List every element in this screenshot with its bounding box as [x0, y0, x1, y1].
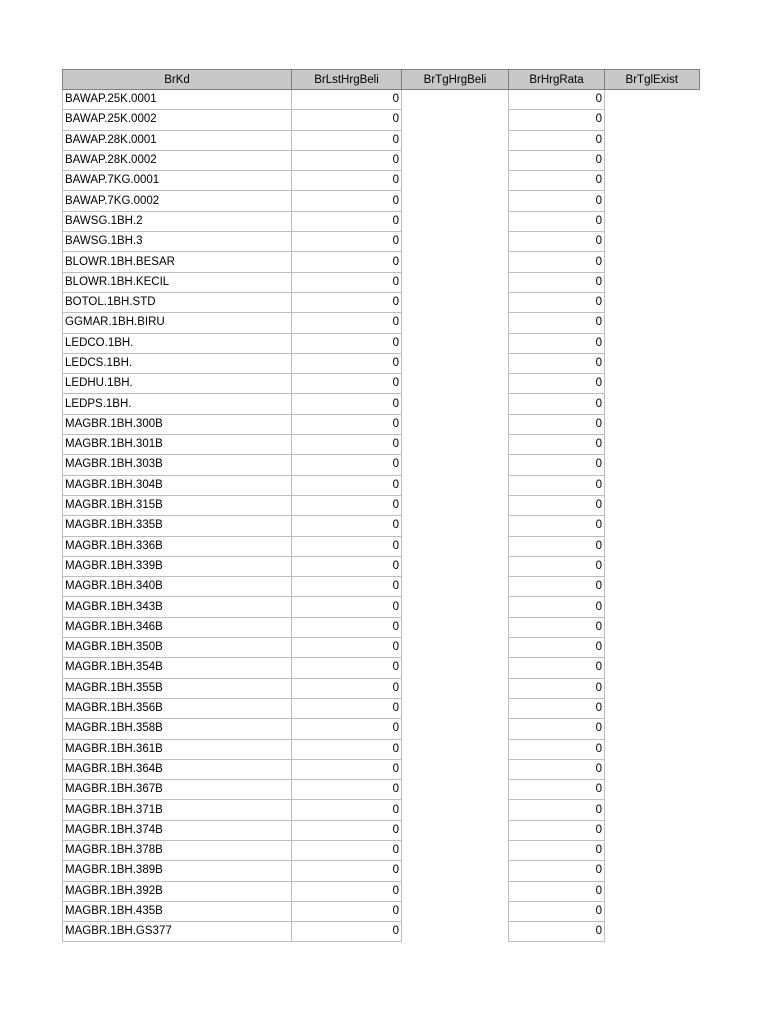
cell-brhrgrata: 0 [509, 536, 605, 556]
cell-brkd: BAWAP.7KG.0001 [63, 171, 292, 191]
cell-brtglexist [605, 110, 700, 130]
cell-brlsthrgbeli: 0 [292, 313, 402, 333]
cell-brtghrgbeli [402, 901, 509, 921]
cell-brlsthrgbeli: 0 [292, 840, 402, 860]
table-row [63, 374, 700, 394]
header-brlsthrgbeli: BrLstHrgBeli [292, 70, 402, 90]
header-brtglexist: BrTglExist [605, 70, 700, 90]
cell-brhrgrata: 0 [509, 374, 605, 394]
cell-brkd: LEDHU.1BH. [63, 374, 292, 394]
cell-brkd: LEDPS.1BH. [63, 394, 292, 414]
cell-brtghrgbeli [402, 191, 509, 211]
table-row [63, 719, 700, 739]
table-row [63, 90, 700, 110]
cell-brtghrgbeli [402, 495, 509, 515]
cell-brlsthrgbeli: 0 [292, 130, 402, 150]
cell-brhrgrata: 0 [509, 719, 605, 739]
cell-brtglexist [605, 638, 700, 658]
cell-brkd: MAGBR.1BH.336B [63, 536, 292, 556]
cell-brlsthrgbeli: 0 [292, 211, 402, 231]
cell-brlsthrgbeli: 0 [292, 719, 402, 739]
cell-brhrgrata: 0 [509, 881, 605, 901]
cell-brtghrgbeli [402, 658, 509, 678]
header-row [63, 70, 700, 90]
cell-brtghrgbeli [402, 780, 509, 800]
table-row [63, 840, 700, 860]
cell-brhrgrata: 0 [509, 313, 605, 333]
cell-brtglexist [605, 922, 700, 942]
cell-brhrgrata: 0 [509, 191, 605, 211]
cell-brtghrgbeli [402, 800, 509, 820]
table-row [63, 678, 700, 698]
cell-brhrgrata: 0 [509, 739, 605, 759]
cell-brlsthrgbeli: 0 [292, 516, 402, 536]
cell-brkd: MAGBR.1BH.301B [63, 435, 292, 455]
cell-brhrgrata: 0 [509, 597, 605, 617]
table-row [63, 455, 700, 475]
cell-brlsthrgbeli: 0 [292, 739, 402, 759]
cell-brtghrgbeli [402, 313, 509, 333]
cell-brtglexist [605, 333, 700, 353]
cell-brlsthrgbeli: 0 [292, 780, 402, 800]
cell-brkd: BLOWR.1BH.KECIL [63, 272, 292, 292]
cell-brtghrgbeli [402, 759, 509, 779]
cell-brhrgrata: 0 [509, 658, 605, 678]
table-row [63, 698, 700, 718]
cell-brlsthrgbeli: 0 [292, 577, 402, 597]
cell-brtglexist [605, 252, 700, 272]
cell-brlsthrgbeli: 0 [292, 292, 402, 312]
cell-brtglexist [605, 455, 700, 475]
cell-brlsthrgbeli: 0 [292, 556, 402, 576]
cell-brhrgrata: 0 [509, 577, 605, 597]
table-row [63, 739, 700, 759]
cell-brkd: MAGBR.1BH.335B [63, 516, 292, 536]
cell-brhrgrata: 0 [509, 617, 605, 637]
table-row [63, 435, 700, 455]
cell-brkd: BAWSG.1BH.2 [63, 211, 292, 231]
table-row [63, 130, 700, 150]
cell-brtghrgbeli [402, 394, 509, 414]
cell-brtglexist [605, 475, 700, 495]
cell-brtglexist [605, 820, 700, 840]
cell-brtghrgbeli [402, 820, 509, 840]
cell-brtghrgbeli [402, 556, 509, 576]
cell-brkd: MAGBR.1BH.350B [63, 638, 292, 658]
cell-brtglexist [605, 313, 700, 333]
cell-brkd: MAGBR.1BH.392B [63, 881, 292, 901]
header-brkd: BrKd [63, 70, 292, 90]
cell-brhrgrata: 0 [509, 211, 605, 231]
cell-brtglexist [605, 577, 700, 597]
cell-brhrgrata: 0 [509, 414, 605, 434]
cell-brtghrgbeli [402, 374, 509, 394]
cell-brkd: BAWAP.7KG.0002 [63, 191, 292, 211]
cell-brkd: MAGBR.1BH.374B [63, 820, 292, 840]
cell-brtghrgbeli [402, 414, 509, 434]
cell-brtghrgbeli [402, 840, 509, 860]
cell-brtglexist [605, 232, 700, 252]
table-row [63, 516, 700, 536]
cell-brkd: MAGBR.1BH.355B [63, 678, 292, 698]
table-row [63, 617, 700, 637]
cell-brlsthrgbeli: 0 [292, 394, 402, 414]
table-row [63, 232, 700, 252]
cell-brtglexist [605, 840, 700, 860]
table-row [63, 414, 700, 434]
cell-brtghrgbeli [402, 150, 509, 170]
cell-brtglexist [605, 658, 700, 678]
cell-brkd: LEDCO.1BH. [63, 333, 292, 353]
cell-brhrgrata: 0 [509, 698, 605, 718]
cell-brtglexist [605, 861, 700, 881]
cell-brlsthrgbeli: 0 [292, 435, 402, 455]
cell-brkd: LEDCS.1BH. [63, 353, 292, 373]
cell-brhrgrata: 0 [509, 556, 605, 576]
table-row [63, 475, 700, 495]
cell-brtghrgbeli [402, 272, 509, 292]
cell-brtghrgbeli [402, 110, 509, 130]
cell-brkd: BLOWR.1BH.BESAR [63, 252, 292, 272]
table-row [63, 577, 700, 597]
cell-brhrgrata: 0 [509, 901, 605, 921]
cell-brkd: MAGBR.1BH.300B [63, 414, 292, 434]
header-brhrgrata: BrHrgRata [509, 70, 605, 90]
cell-brtghrgbeli [402, 252, 509, 272]
cell-brhrgrata: 0 [509, 171, 605, 191]
cell-brlsthrgbeli: 0 [292, 414, 402, 434]
table-row [63, 536, 700, 556]
cell-brtglexist [605, 414, 700, 434]
cell-brtglexist [605, 901, 700, 921]
cell-brtglexist [605, 90, 700, 110]
cell-brlsthrgbeli: 0 [292, 698, 402, 718]
cell-brhrgrata: 0 [509, 759, 605, 779]
table-row [63, 272, 700, 292]
cell-brtghrgbeli [402, 861, 509, 881]
cell-brtghrgbeli [402, 678, 509, 698]
cell-brtglexist [605, 617, 700, 637]
table-body [63, 90, 700, 942]
cell-brtghrgbeli [402, 292, 509, 312]
cell-brkd: MAGBR.1BH.339B [63, 556, 292, 576]
cell-brhrgrata: 0 [509, 292, 605, 312]
table-row [63, 333, 700, 353]
cell-brtghrgbeli [402, 698, 509, 718]
cell-brlsthrgbeli: 0 [292, 232, 402, 252]
cell-brtglexist [605, 211, 700, 231]
table-row [63, 759, 700, 779]
table-row [63, 313, 700, 333]
cell-brhrgrata: 0 [509, 861, 605, 881]
cell-brhrgrata: 0 [509, 516, 605, 536]
cell-brtglexist [605, 780, 700, 800]
cell-brlsthrgbeli: 0 [292, 150, 402, 170]
cell-brtglexist [605, 435, 700, 455]
table-row [63, 394, 700, 414]
cell-brtghrgbeli [402, 881, 509, 901]
cell-brkd: MAGBR.1BH.343B [63, 597, 292, 617]
cell-brtglexist [605, 191, 700, 211]
cell-brlsthrgbeli: 0 [292, 252, 402, 272]
table-row [63, 556, 700, 576]
cell-brtghrgbeli [402, 353, 509, 373]
cell-brtglexist [605, 353, 700, 373]
cell-brtglexist [605, 150, 700, 170]
cell-brtglexist [605, 698, 700, 718]
cell-brhrgrata: 0 [509, 272, 605, 292]
cell-brlsthrgbeli: 0 [292, 110, 402, 130]
cell-brkd: MAGBR.1BH.303B [63, 455, 292, 475]
cell-brkd: MAGBR.1BH.315B [63, 495, 292, 515]
cell-brhrgrata: 0 [509, 475, 605, 495]
table-row [63, 191, 700, 211]
cell-brhrgrata: 0 [509, 840, 605, 860]
cell-brtghrgbeli [402, 516, 509, 536]
cell-brhrgrata: 0 [509, 394, 605, 414]
cell-brkd: BAWAP.28K.0002 [63, 150, 292, 170]
cell-brtghrgbeli [402, 232, 509, 252]
cell-brtglexist [605, 171, 700, 191]
cell-brtghrgbeli [402, 719, 509, 739]
cell-brhrgrata: 0 [509, 638, 605, 658]
table-row [63, 353, 700, 373]
cell-brtghrgbeli [402, 577, 509, 597]
cell-brkd: MAGBR.1BH.GS377 [63, 922, 292, 942]
cell-brtghrgbeli [402, 211, 509, 231]
cell-brtglexist [605, 394, 700, 414]
table-row [63, 110, 700, 130]
cell-brhrgrata: 0 [509, 455, 605, 475]
cell-brhrgrata: 0 [509, 435, 605, 455]
cell-brkd: BAWSG.1BH.3 [63, 232, 292, 252]
cell-brlsthrgbeli: 0 [292, 455, 402, 475]
cell-brtglexist [605, 597, 700, 617]
cell-brtghrgbeli [402, 597, 509, 617]
cell-brtglexist [605, 881, 700, 901]
cell-brtglexist [605, 759, 700, 779]
cell-brhrgrata: 0 [509, 820, 605, 840]
cell-brkd: GGMAR.1BH.BIRU [63, 313, 292, 333]
table-row [63, 820, 700, 840]
cell-brhrgrata: 0 [509, 150, 605, 170]
table-row [63, 901, 700, 921]
cell-brtglexist [605, 800, 700, 820]
cell-brlsthrgbeli: 0 [292, 922, 402, 942]
cell-brhrgrata: 0 [509, 232, 605, 252]
cell-brlsthrgbeli: 0 [292, 597, 402, 617]
table-row [63, 780, 700, 800]
cell-brhrgrata: 0 [509, 780, 605, 800]
table-row [63, 861, 700, 881]
cell-brlsthrgbeli: 0 [292, 353, 402, 373]
cell-brtglexist [605, 292, 700, 312]
table-row [63, 292, 700, 312]
cell-brkd: BAWAP.25K.0002 [63, 110, 292, 130]
cell-brkd: MAGBR.1BH.371B [63, 800, 292, 820]
cell-brlsthrgbeli: 0 [292, 881, 402, 901]
cell-brlsthrgbeli: 0 [292, 374, 402, 394]
cell-brkd: MAGBR.1BH.340B [63, 577, 292, 597]
header-brtghrgbeli: BrTgHrgBeli [402, 70, 509, 90]
cell-brtghrgbeli [402, 617, 509, 637]
cell-brtghrgbeli [402, 536, 509, 556]
cell-brtglexist [605, 272, 700, 292]
cell-brlsthrgbeli: 0 [292, 678, 402, 698]
cell-brtghrgbeli [402, 455, 509, 475]
cell-brtghrgbeli [402, 739, 509, 759]
cell-brhrgrata: 0 [509, 678, 605, 698]
cell-brkd: MAGBR.1BH.358B [63, 719, 292, 739]
cell-brkd: BAWAP.28K.0001 [63, 130, 292, 150]
cell-brlsthrgbeli: 0 [292, 495, 402, 515]
data-table [62, 69, 700, 942]
cell-brtglexist [605, 556, 700, 576]
cell-brkd: MAGBR.1BH.364B [63, 759, 292, 779]
table-row [63, 922, 700, 942]
cell-brlsthrgbeli: 0 [292, 800, 402, 820]
cell-brhrgrata: 0 [509, 333, 605, 353]
cell-brlsthrgbeli: 0 [292, 617, 402, 637]
cell-brtglexist [605, 495, 700, 515]
cell-brtglexist [605, 516, 700, 536]
cell-brlsthrgbeli: 0 [292, 90, 402, 110]
cell-brkd: MAGBR.1BH.389B [63, 861, 292, 881]
cell-brtglexist [605, 536, 700, 556]
cell-brtghrgbeli [402, 475, 509, 495]
cell-brtghrgbeli [402, 90, 509, 110]
cell-brlsthrgbeli: 0 [292, 475, 402, 495]
cell-brlsthrgbeli: 0 [292, 536, 402, 556]
cell-brtglexist [605, 678, 700, 698]
table-row [63, 881, 700, 901]
cell-brtglexist [605, 374, 700, 394]
cell-brtghrgbeli [402, 435, 509, 455]
cell-brlsthrgbeli: 0 [292, 820, 402, 840]
cell-brlsthrgbeli: 0 [292, 658, 402, 678]
cell-brkd: BAWAP.25K.0001 [63, 90, 292, 110]
table-row [63, 658, 700, 678]
cell-brhrgrata: 0 [509, 110, 605, 130]
cell-brlsthrgbeli: 0 [292, 333, 402, 353]
cell-brhrgrata: 0 [509, 800, 605, 820]
table-row [63, 597, 700, 617]
cell-brtghrgbeli [402, 171, 509, 191]
cell-brtglexist [605, 739, 700, 759]
cell-brtghrgbeli [402, 638, 509, 658]
cell-brhrgrata: 0 [509, 90, 605, 110]
cell-brlsthrgbeli: 0 [292, 759, 402, 779]
cell-brlsthrgbeli: 0 [292, 861, 402, 881]
cell-brlsthrgbeli: 0 [292, 171, 402, 191]
cell-brtghrgbeli [402, 922, 509, 942]
cell-brkd: MAGBR.1BH.356B [63, 698, 292, 718]
table-row [63, 171, 700, 191]
cell-brkd: MAGBR.1BH.346B [63, 617, 292, 637]
cell-brhrgrata: 0 [509, 130, 605, 150]
cell-brtghrgbeli [402, 333, 509, 353]
table-header [63, 70, 700, 90]
cell-brkd: MAGBR.1BH.354B [63, 658, 292, 678]
cell-brhrgrata: 0 [509, 495, 605, 515]
table-row [63, 252, 700, 272]
table-row [63, 638, 700, 658]
cell-brlsthrgbeli: 0 [292, 901, 402, 921]
table-row [63, 800, 700, 820]
cell-brhrgrata: 0 [509, 353, 605, 373]
cell-brtghrgbeli [402, 130, 509, 150]
cell-brlsthrgbeli: 0 [292, 272, 402, 292]
cell-brkd: MAGBR.1BH.435B [63, 901, 292, 921]
cell-brlsthrgbeli: 0 [292, 638, 402, 658]
table-row [63, 495, 700, 515]
cell-brhrgrata: 0 [509, 922, 605, 942]
table-row [63, 150, 700, 170]
cell-brkd: BOTOL.1BH.STD [63, 292, 292, 312]
table-row [63, 211, 700, 231]
cell-brtglexist [605, 130, 700, 150]
cell-brkd: MAGBR.1BH.304B [63, 475, 292, 495]
cell-brkd: MAGBR.1BH.367B [63, 780, 292, 800]
cell-brtglexist [605, 719, 700, 739]
cell-brkd: MAGBR.1BH.378B [63, 840, 292, 860]
cell-brlsthrgbeli: 0 [292, 191, 402, 211]
cell-brkd: MAGBR.1BH.361B [63, 739, 292, 759]
cell-brhrgrata: 0 [509, 252, 605, 272]
